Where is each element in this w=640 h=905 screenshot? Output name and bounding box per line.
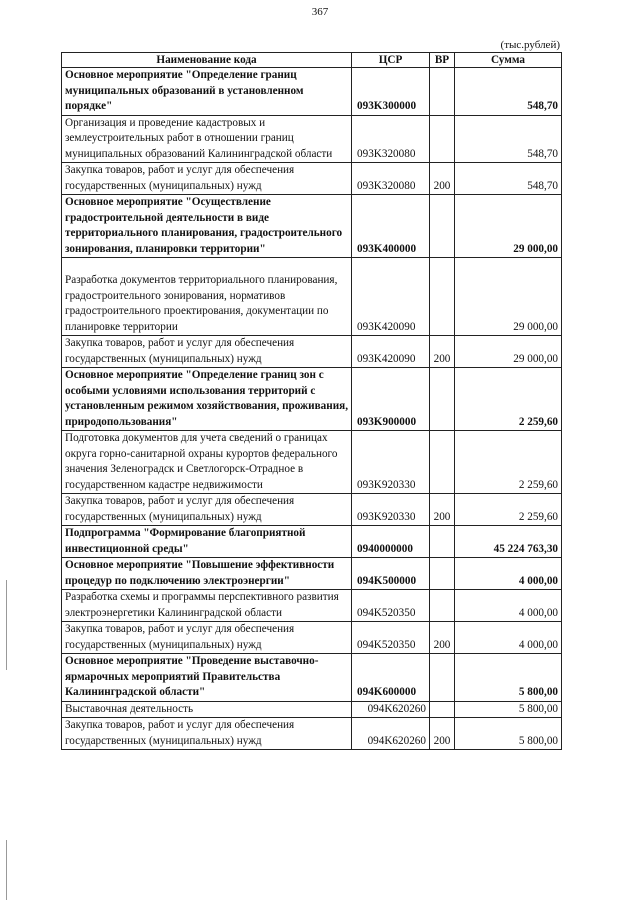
cell-csr: 093K900000 <box>352 368 430 431</box>
cell-csr: 093K400000 <box>352 195 430 258</box>
cell-sum: 2 259,60 <box>455 431 562 494</box>
cell-sum: 4 000,00 <box>455 558 562 590</box>
table-row <box>62 701 562 718</box>
cell-sum: 4 000,00 <box>455 590 562 622</box>
cell-csr: 094K620260 <box>352 701 430 718</box>
units-note: (тыс.рублей) <box>500 39 560 51</box>
cell-name: Основное мероприятие "Повышение эффективности процедур по подключению электроэнергии" <box>62 558 352 590</box>
cell-vr <box>430 431 455 494</box>
cell-vr <box>430 258 455 336</box>
cell-name: Подготовка документов для учета сведений о границах округа горно-санитарной охраны курортов федерального значения Зеленоградск и Светлогорск-Отрадное в государственном кадастре недвижимости <box>62 431 352 494</box>
cell-name: Подпрограмма "Формирование благоприятной инвестиционной среды" <box>62 526 352 558</box>
scan-margin-line <box>6 580 7 670</box>
cell-name: Разработка схемы и программы перспективного развития электроэнергетики Калининградской области <box>62 590 352 622</box>
cell-name: Основное мероприятие "Осуществление градостроительной деятельности в виде территориального планирования, градостроительного зонирования, планировки территории" <box>62 195 352 258</box>
table-header-row <box>62 53 562 68</box>
cell-name: Закупка товаров, работ и услуг для обеспечения государственных (муниципальных) нужд <box>62 163 352 195</box>
table-row <box>62 368 562 431</box>
cell-sum: 548,70 <box>455 163 562 195</box>
table-row <box>62 558 562 590</box>
cell-vr <box>430 368 455 431</box>
cell-sum: 45 224 763,30 <box>455 526 562 558</box>
cell-csr: 094K600000 <box>352 654 430 702</box>
cell-sum: 5 800,00 <box>455 718 562 750</box>
table-row <box>62 336 562 368</box>
cell-name: Закупка товаров, работ и услуг для обеспечения государственных (муниципальных) нужд <box>62 494 352 526</box>
cell-csr: 093K320080 <box>352 115 430 163</box>
cell-sum: 2 259,60 <box>455 494 562 526</box>
header-csr: ЦСР <box>352 53 430 68</box>
cell-sum: 4 000,00 <box>455 622 562 654</box>
cell-sum: 548,70 <box>455 115 562 163</box>
table-row <box>62 68 562 116</box>
table-row <box>62 526 562 558</box>
table-row <box>62 654 562 702</box>
cell-vr: 200 <box>430 622 455 654</box>
cell-vr <box>430 115 455 163</box>
cell-vr <box>430 654 455 702</box>
cell-csr: 094K620260 <box>352 718 430 750</box>
page-number: 367 <box>311 6 329 18</box>
table-row <box>62 494 562 526</box>
cell-name: Организация и проведение кадастровых и землеустроительных работ в отношении границ муниципальных образований Калининградской области <box>62 115 352 163</box>
cell-name: Закупка товаров, работ и услуг для обеспечения государственных (муниципальных) нужд <box>62 336 352 368</box>
cell-csr: 093K920330 <box>352 494 430 526</box>
cell-csr: 093K420090 <box>352 336 430 368</box>
cell-sum: 5 800,00 <box>455 654 562 702</box>
header-sum: Сумма <box>455 53 562 68</box>
cell-csr: 093K920330 <box>352 431 430 494</box>
cell-name: Основное мероприятие "Проведение выставочно-ярмарочных мероприятий Правительства Калининградской области" <box>62 654 352 702</box>
table-row <box>62 115 562 163</box>
header-vr: ВР <box>430 53 455 68</box>
cell-vr: 200 <box>430 494 455 526</box>
cell-name: Разработка документов территориального планирования, градостроительного зонирования, нормативов градостроительного проектирования, документации по планировке территории <box>62 258 352 336</box>
cell-csr: 094K520350 <box>352 590 430 622</box>
cell-sum: 29 000,00 <box>455 258 562 336</box>
cell-sum: 29 000,00 <box>455 195 562 258</box>
cell-vr <box>430 195 455 258</box>
cell-sum: 548,70 <box>455 68 562 116</box>
cell-vr: 200 <box>430 163 455 195</box>
cell-vr <box>430 590 455 622</box>
table-row <box>62 431 562 494</box>
cell-name: Основное мероприятие "Определение границ зон с особыми условиями использования территорий с установленным режимом хозяйствования, проживания, природопользования" <box>62 368 352 431</box>
cell-csr: 093K320080 <box>352 163 430 195</box>
cell-name: Закупка товаров, работ и услуг для обеспечения государственных (муниципальных) нужд <box>62 718 352 750</box>
cell-vr: 200 <box>430 718 455 750</box>
table-row <box>62 622 562 654</box>
table-row <box>62 718 562 750</box>
cell-sum: 29 000,00 <box>455 336 562 368</box>
cell-sum: 2 259,60 <box>455 368 562 431</box>
table-row <box>62 258 562 336</box>
table-row <box>62 590 562 622</box>
table-row <box>62 163 562 195</box>
cell-vr <box>430 68 455 116</box>
scan-margin-line <box>6 840 7 900</box>
cell-name: Закупка товаров, работ и услуг для обеспечения государственных (муниципальных) нужд <box>62 622 352 654</box>
cell-name: Основное мероприятие "Определение границ муниципальных образований в установленном порядке" <box>62 68 352 116</box>
cell-name: Выставочная деятельность <box>62 701 352 718</box>
cell-sum: 5 800,00 <box>455 701 562 718</box>
table-row <box>62 195 562 258</box>
cell-vr <box>430 558 455 590</box>
header-name: Наименование кода <box>62 53 352 68</box>
cell-csr: 094K520350 <box>352 622 430 654</box>
cell-vr: 200 <box>430 336 455 368</box>
budget-table <box>61 52 562 750</box>
cell-csr: 0940000000 <box>352 526 430 558</box>
cell-vr <box>430 701 455 718</box>
cell-csr: 093K420090 <box>352 258 430 336</box>
cell-csr: 094K500000 <box>352 558 430 590</box>
cell-vr <box>430 526 455 558</box>
cell-csr: 093K300000 <box>352 68 430 116</box>
